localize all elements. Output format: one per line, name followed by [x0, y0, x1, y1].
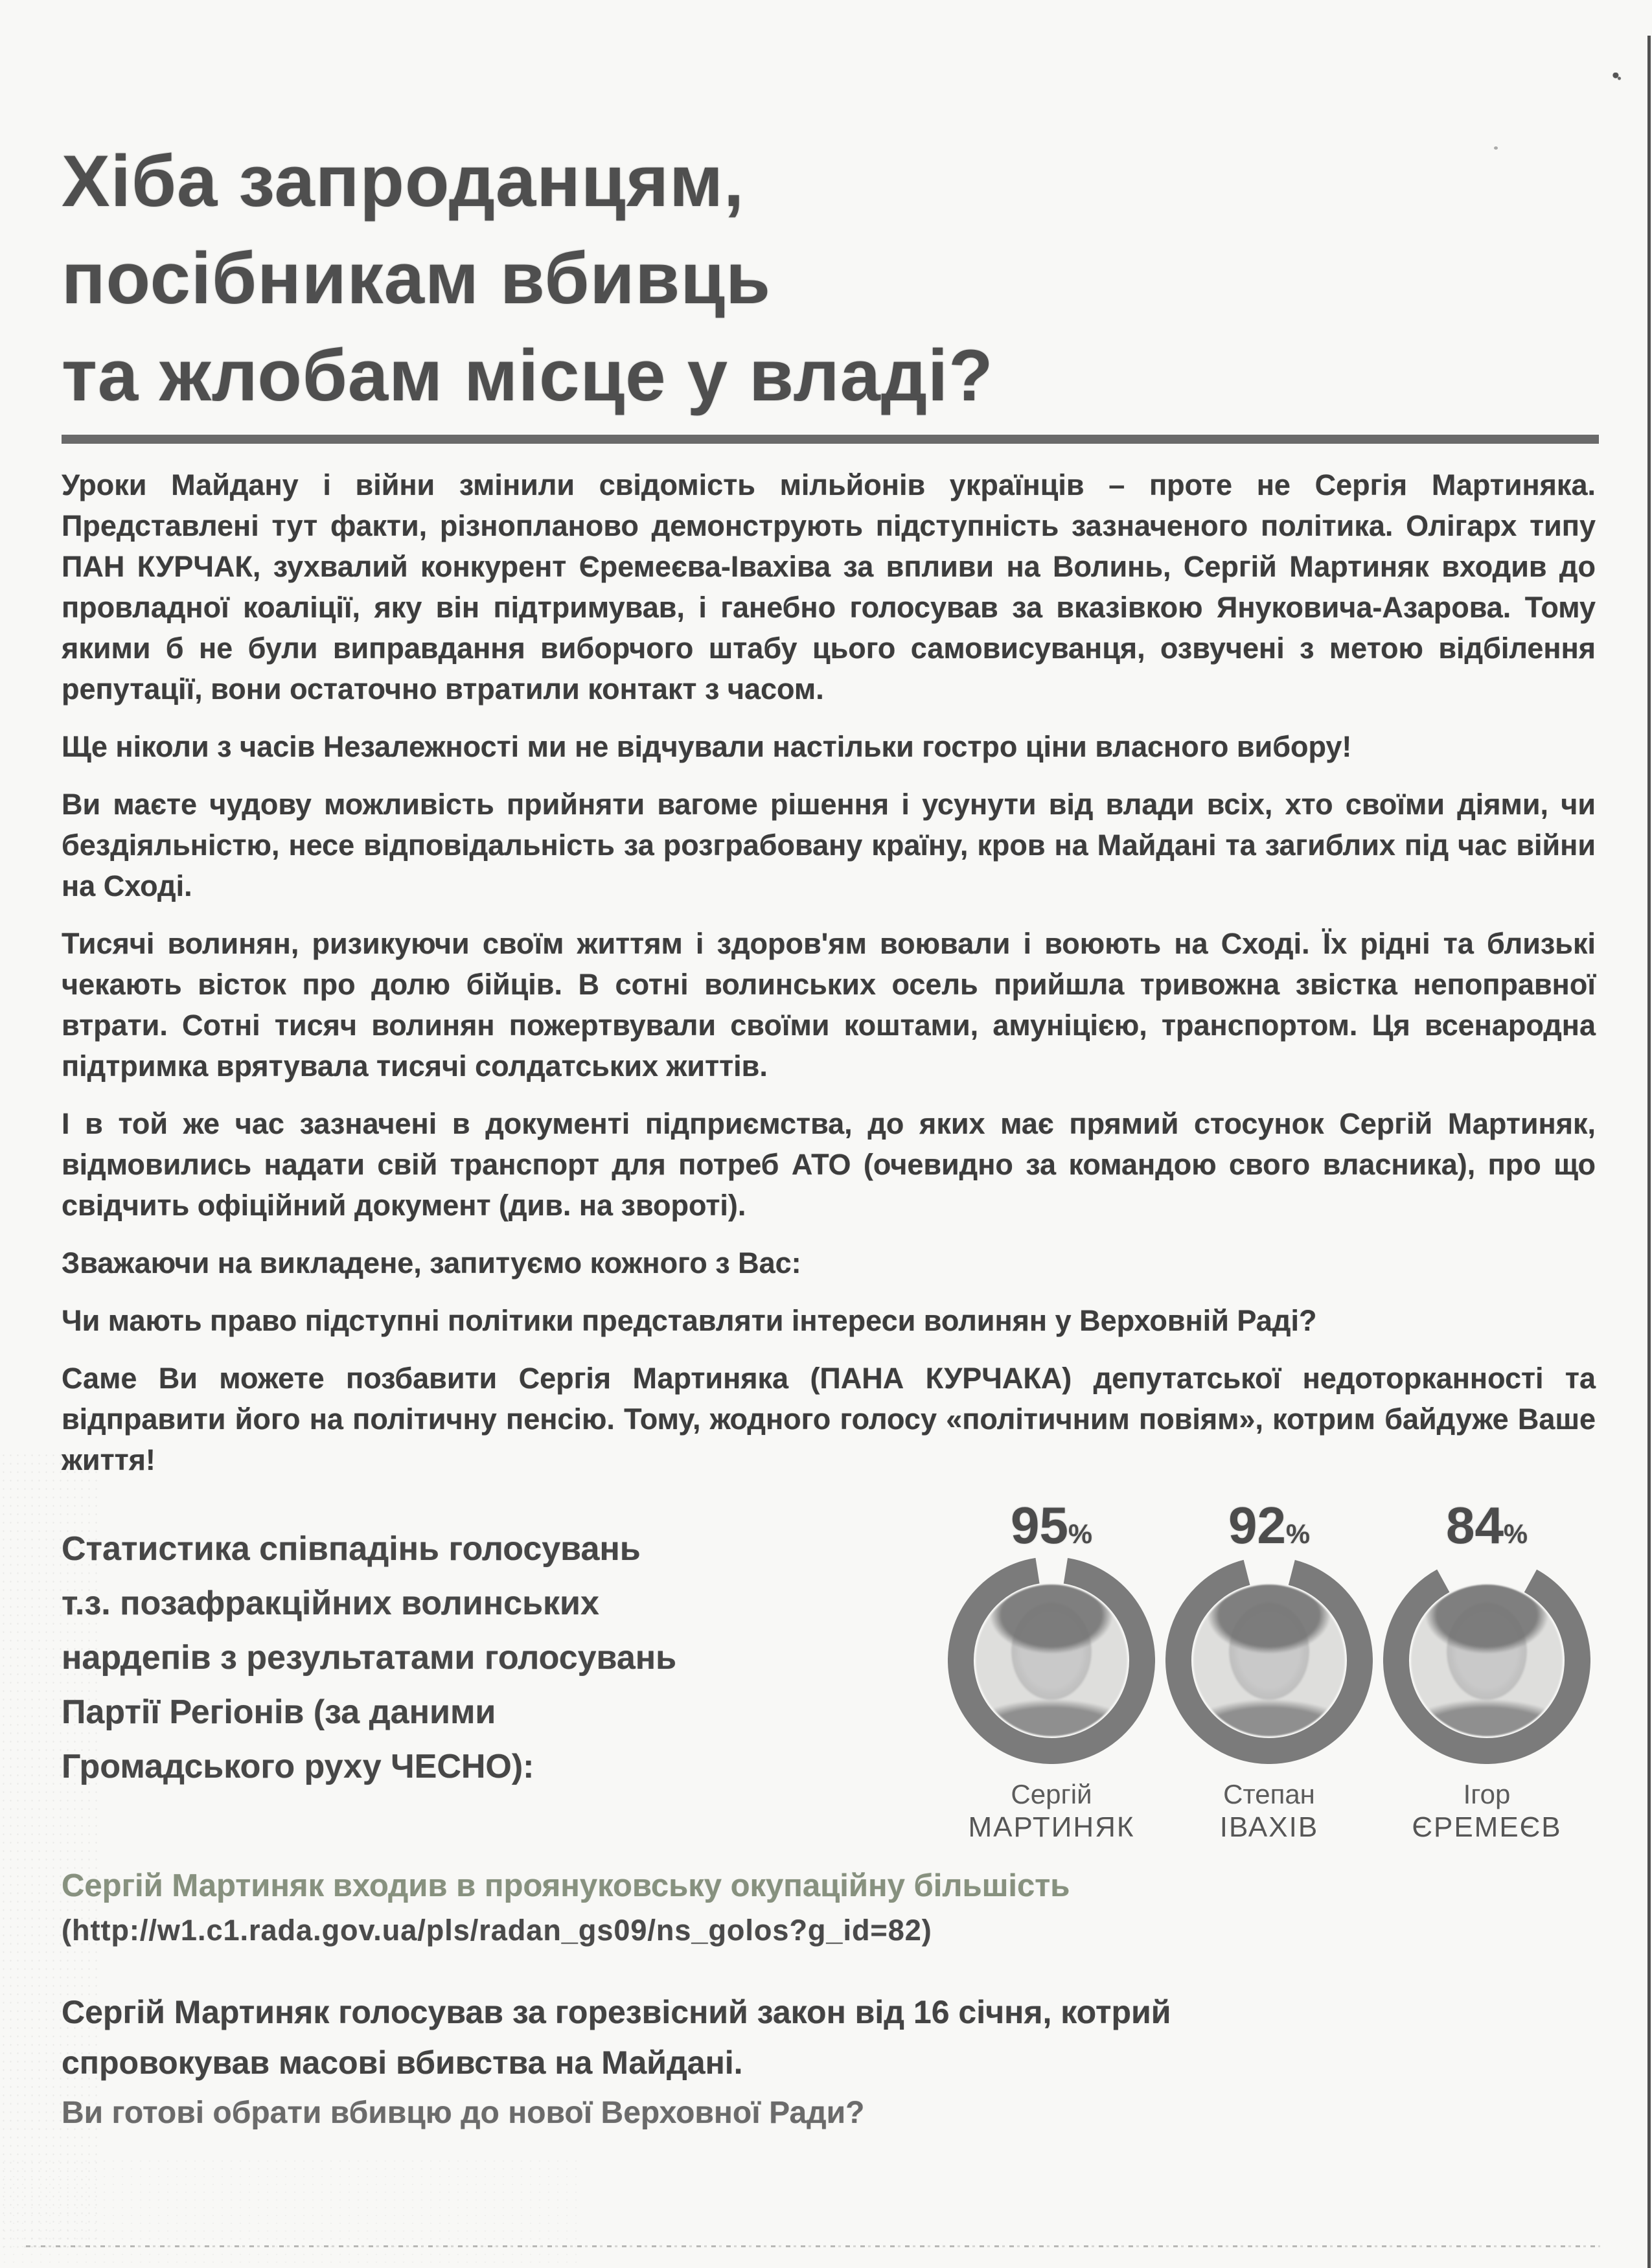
deputy-card-ivakhiv [1160, 1498, 1378, 1844]
closing-section [62, 1987, 1596, 2135]
percent-sign: % [1504, 1518, 1528, 1549]
percent-label [1011, 1498, 1092, 1553]
deputy-first-name: Степан [1223, 1779, 1315, 1809]
stats-heading-line: нардепів з результатами голосувань [62, 1639, 677, 1677]
percent-label [1228, 1498, 1310, 1553]
headline-line-1: Хіба запроданцям, [62, 141, 745, 222]
headline-line-2: посібникам вбивць [62, 238, 771, 319]
stats-heading-line: Статистика співпадінь голосувань [62, 1530, 641, 1568]
stats-heading-line: т.з. позафракційних волинських [62, 1585, 599, 1622]
paragraph-ato-transport: І в той же час зазначені в документі підприємства, до яких має прямий стосунок Сергій Мартиняк, відмовились надати свій транспорт для потреб АТО (очевидно за командою свого власника), про що свідчить офіційний документ (див. на звороті). [62, 1107, 1596, 1222]
scan-edge-artifact-line [1647, 36, 1651, 2268]
paragraph-intro: Уроки Майдану і війни змінили свідомість мільйонів українців – проте не Сергія Мартиняка. Представлені тут факти, різнопланово демонструють підступність зазначеного політика. Олігарх типу ПАН КУРЧАК, зухвалий конкурент Єремеєва-Івахіва за впливи на Волинь, Сергій Мартиняк входив до провладної коаліції, яку він підтримував, і ганебно голосував за вказівкою Януковича-Азарова. Тому якими б не були виправдання виборчого штабу цього самовисуванця, озвучені з метою відбілення репутації, вони остаточно втратили контакт з часом. [62, 468, 1596, 705]
donut-chart [948, 1557, 1155, 1764]
headline-line-3: та жлобам місце у владі? [62, 335, 994, 416]
voting-stats-section [62, 1498, 1596, 1844]
donut-chart [1165, 1557, 1373, 1764]
scan-noise-texture [0, 2157, 583, 2267]
percent-value: 84 [1446, 1496, 1504, 1554]
leaflet-headline [62, 133, 1596, 424]
deputy-surname: МАРТИНЯК [968, 1811, 1135, 1843]
source-url-line: (http://w1.c1.rada.gov.ua/pls/radan_gs09/ns_golos?g_id=82) [62, 1914, 932, 1947]
scan-speckle-line [26, 2245, 1600, 2247]
paragraph-choice-value: Ще ніколи з часів Незалежності ми не відчували настільки гостро ціни власного вибору! [62, 730, 1352, 763]
stats-heading-line: Громадського руху ЧЕСНО): [62, 1748, 534, 1785]
stats-heading-line: Партії Регіонів (за даними [62, 1693, 496, 1731]
headline-divider-rule [62, 435, 1599, 444]
percent-label [1446, 1498, 1528, 1553]
stats-heading [62, 1498, 923, 1844]
ink-speck [1494, 146, 1498, 150]
percent-value: 95 [1011, 1496, 1068, 1554]
closing-line-2: спровокував масові вбивства на Майдані. [62, 2045, 743, 2081]
paragraph-opportunity: Ви маєте чудову можливість прийняти вагоме рішення і усунути від влади всіх, хто своїми діями, чи бездіяльністю, несе відповідальність за розграбовану країну, кров на Майдані та загиблих під час війни на Сході. [62, 788, 1596, 902]
percent-sign: % [1068, 1518, 1092, 1549]
deputy-first-name: Ігор [1463, 1779, 1511, 1809]
paragraph-call-to-action: Саме Ви можете позбавити Сергія Мартиняка (ПАНА КУРЧАКА) депутатської недоторканності та відправити його на політичну пенсію. Тому, жодного голосу «політичним повіям», котрим байдуже Ваше життя! [62, 1362, 1596, 1476]
body-copy [62, 464, 1596, 1480]
deputy-surname: ЄРЕМЕЄВ [1412, 1811, 1562, 1843]
portrait-photo [1193, 1585, 1345, 1736]
deputy-surname: ІВАХІВ [1219, 1811, 1319, 1843]
portrait-photo [976, 1585, 1127, 1736]
deputy-card-yeremeyev [1378, 1498, 1596, 1844]
portrait-photo [1411, 1585, 1563, 1736]
deputies-row [923, 1498, 1596, 1844]
closing-line-1: Сергій Мартиняк голосував за горезвісний закон від 16 січня, котрий [62, 1994, 1171, 2030]
paragraph-volyn-soldiers: Тисячі волинян, ризикуючи своїм життям і здоров'ям воювали і воюють на Сході. Їх рідні та близькі чекають вісток про долю бійців. В сотні волинських осель прийшла тривожна звістка непоправної втрати. Сотні тисяч волинян пожертвували своїми коштами, амуніцією, транспортом. Ця всенародна підтримка врятувала тисячі солдатських життів. [62, 927, 1596, 1082]
closing-statement [62, 1987, 1596, 2088]
closing-question: Ви готові обрати вбивцю до нової Верховної Ради? [62, 2096, 865, 2130]
deputy-card-martyniak [943, 1498, 1160, 1844]
donut-chart [1383, 1557, 1590, 1764]
ink-speck [1612, 73, 1622, 80]
majority-statement-line: Сергій Мартиняк входив в проянуковську окупаційну більшість [62, 1868, 1070, 1903]
paragraph-question-rada: Чи мають право підступні політики представляти інтереси волинян у Верховній Раді? [62, 1304, 1317, 1337]
percent-value: 92 [1228, 1496, 1286, 1554]
deputy-first-name: Сергій [1011, 1779, 1092, 1809]
percent-sign: % [1286, 1518, 1310, 1549]
paragraph-question-lead: Зважаючи на викладене, запитуємо кожного з Вас: [62, 1246, 801, 1279]
